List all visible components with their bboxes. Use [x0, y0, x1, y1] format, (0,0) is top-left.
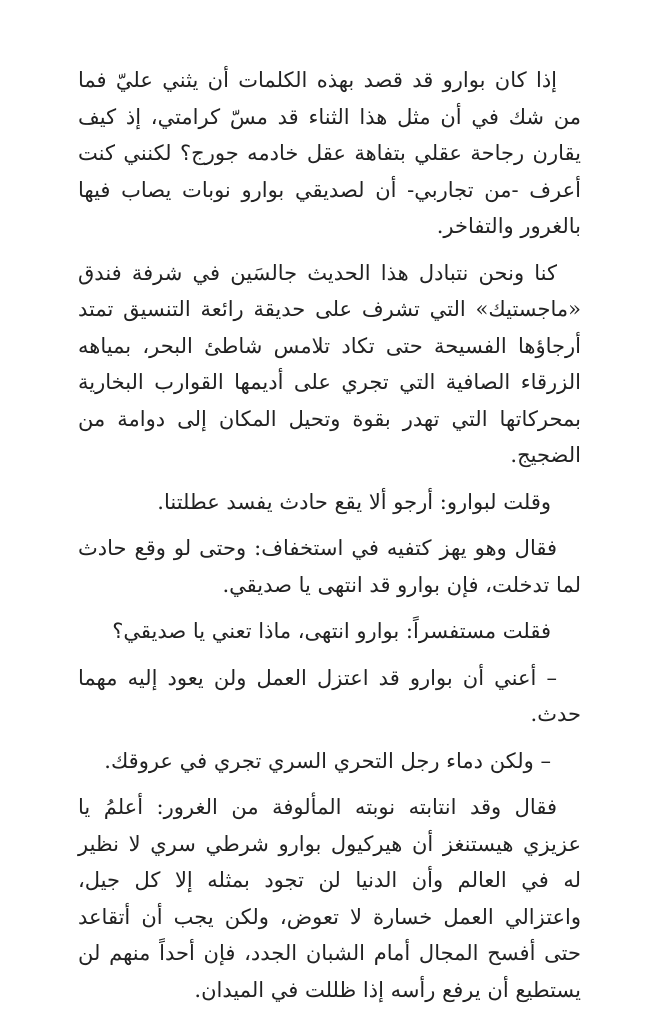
paragraph-7: – ولكن دماء رجل التحري السري تجري في عروقك.	[104, 748, 551, 773]
paragraph-8: فقال وقد انتابته نوبته المألوفة من الغرور: أعلمُ يا عزيزي هيستنغز أن هيركيول بوارو شرطي سري لا نظير له في العالم وأن الدنيا لن تجود بمثله إلا كل جيل، واعتزالي العمل خسارة لا تعوض، ولكن يجب أن أتقاعد حتى أفسح المجال أمام الشبان الجدد، فإن أحداً منهم لن يستطيع أن يرفع رأسه إذا ظللت في الميدان.	[78, 795, 581, 1002]
book-page	[78, 62, 581, 1018]
paragraph-1: إذا كان بوارو قد قصد بهذه الكلمات أن يثني عليّ فما من شك في أن مثل هذا الثناء قد مسّ كرامتي، إذ كيف يقارن رجاحة عقلي بتفاهة عقل خادمه جورج؟ لكنني كنت أعرف -من تجاربي- أن لصديقي بوارو نوبات يصاب فيها بالغرور والتفاخر.	[78, 68, 581, 238]
paragraph-3: وقلت لبوارو: أرجو ألا يقع حادث يفسد عطلتنا.	[157, 489, 551, 514]
paragraph-6: – أعني أن بوارو قد اعتزل العمل ولن يعود إليه مهما حدث.	[78, 665, 581, 726]
paragraph-5: فقلت مستفسراً: بوارو انتهى، ماذا تعني يا صديقي؟	[112, 619, 551, 643]
paragraph-2: كنا ونحن نتبادل هذا الحديث جالسَين في شرفة فندق «ماجستيك» التي تشرف على حديقة رائعة التنسيق تمتد أرجاؤها الفسيحة حتى تكاد تلامس شاطئ البحر، بمياهه الزرقاء الصافية التي تجري على أديمها القوارب البخارية بمحركاتها التي تهدر بقوة وتحيل المكان إلى دوامة من الضجيج.	[78, 260, 581, 467]
paragraph-4: فقال وهو يهز كتفيه في استخفاف: وحتى لو وقع حادث لما تدخلت، فإن بوارو قد انتهى يا صديقي.	[78, 536, 581, 597]
